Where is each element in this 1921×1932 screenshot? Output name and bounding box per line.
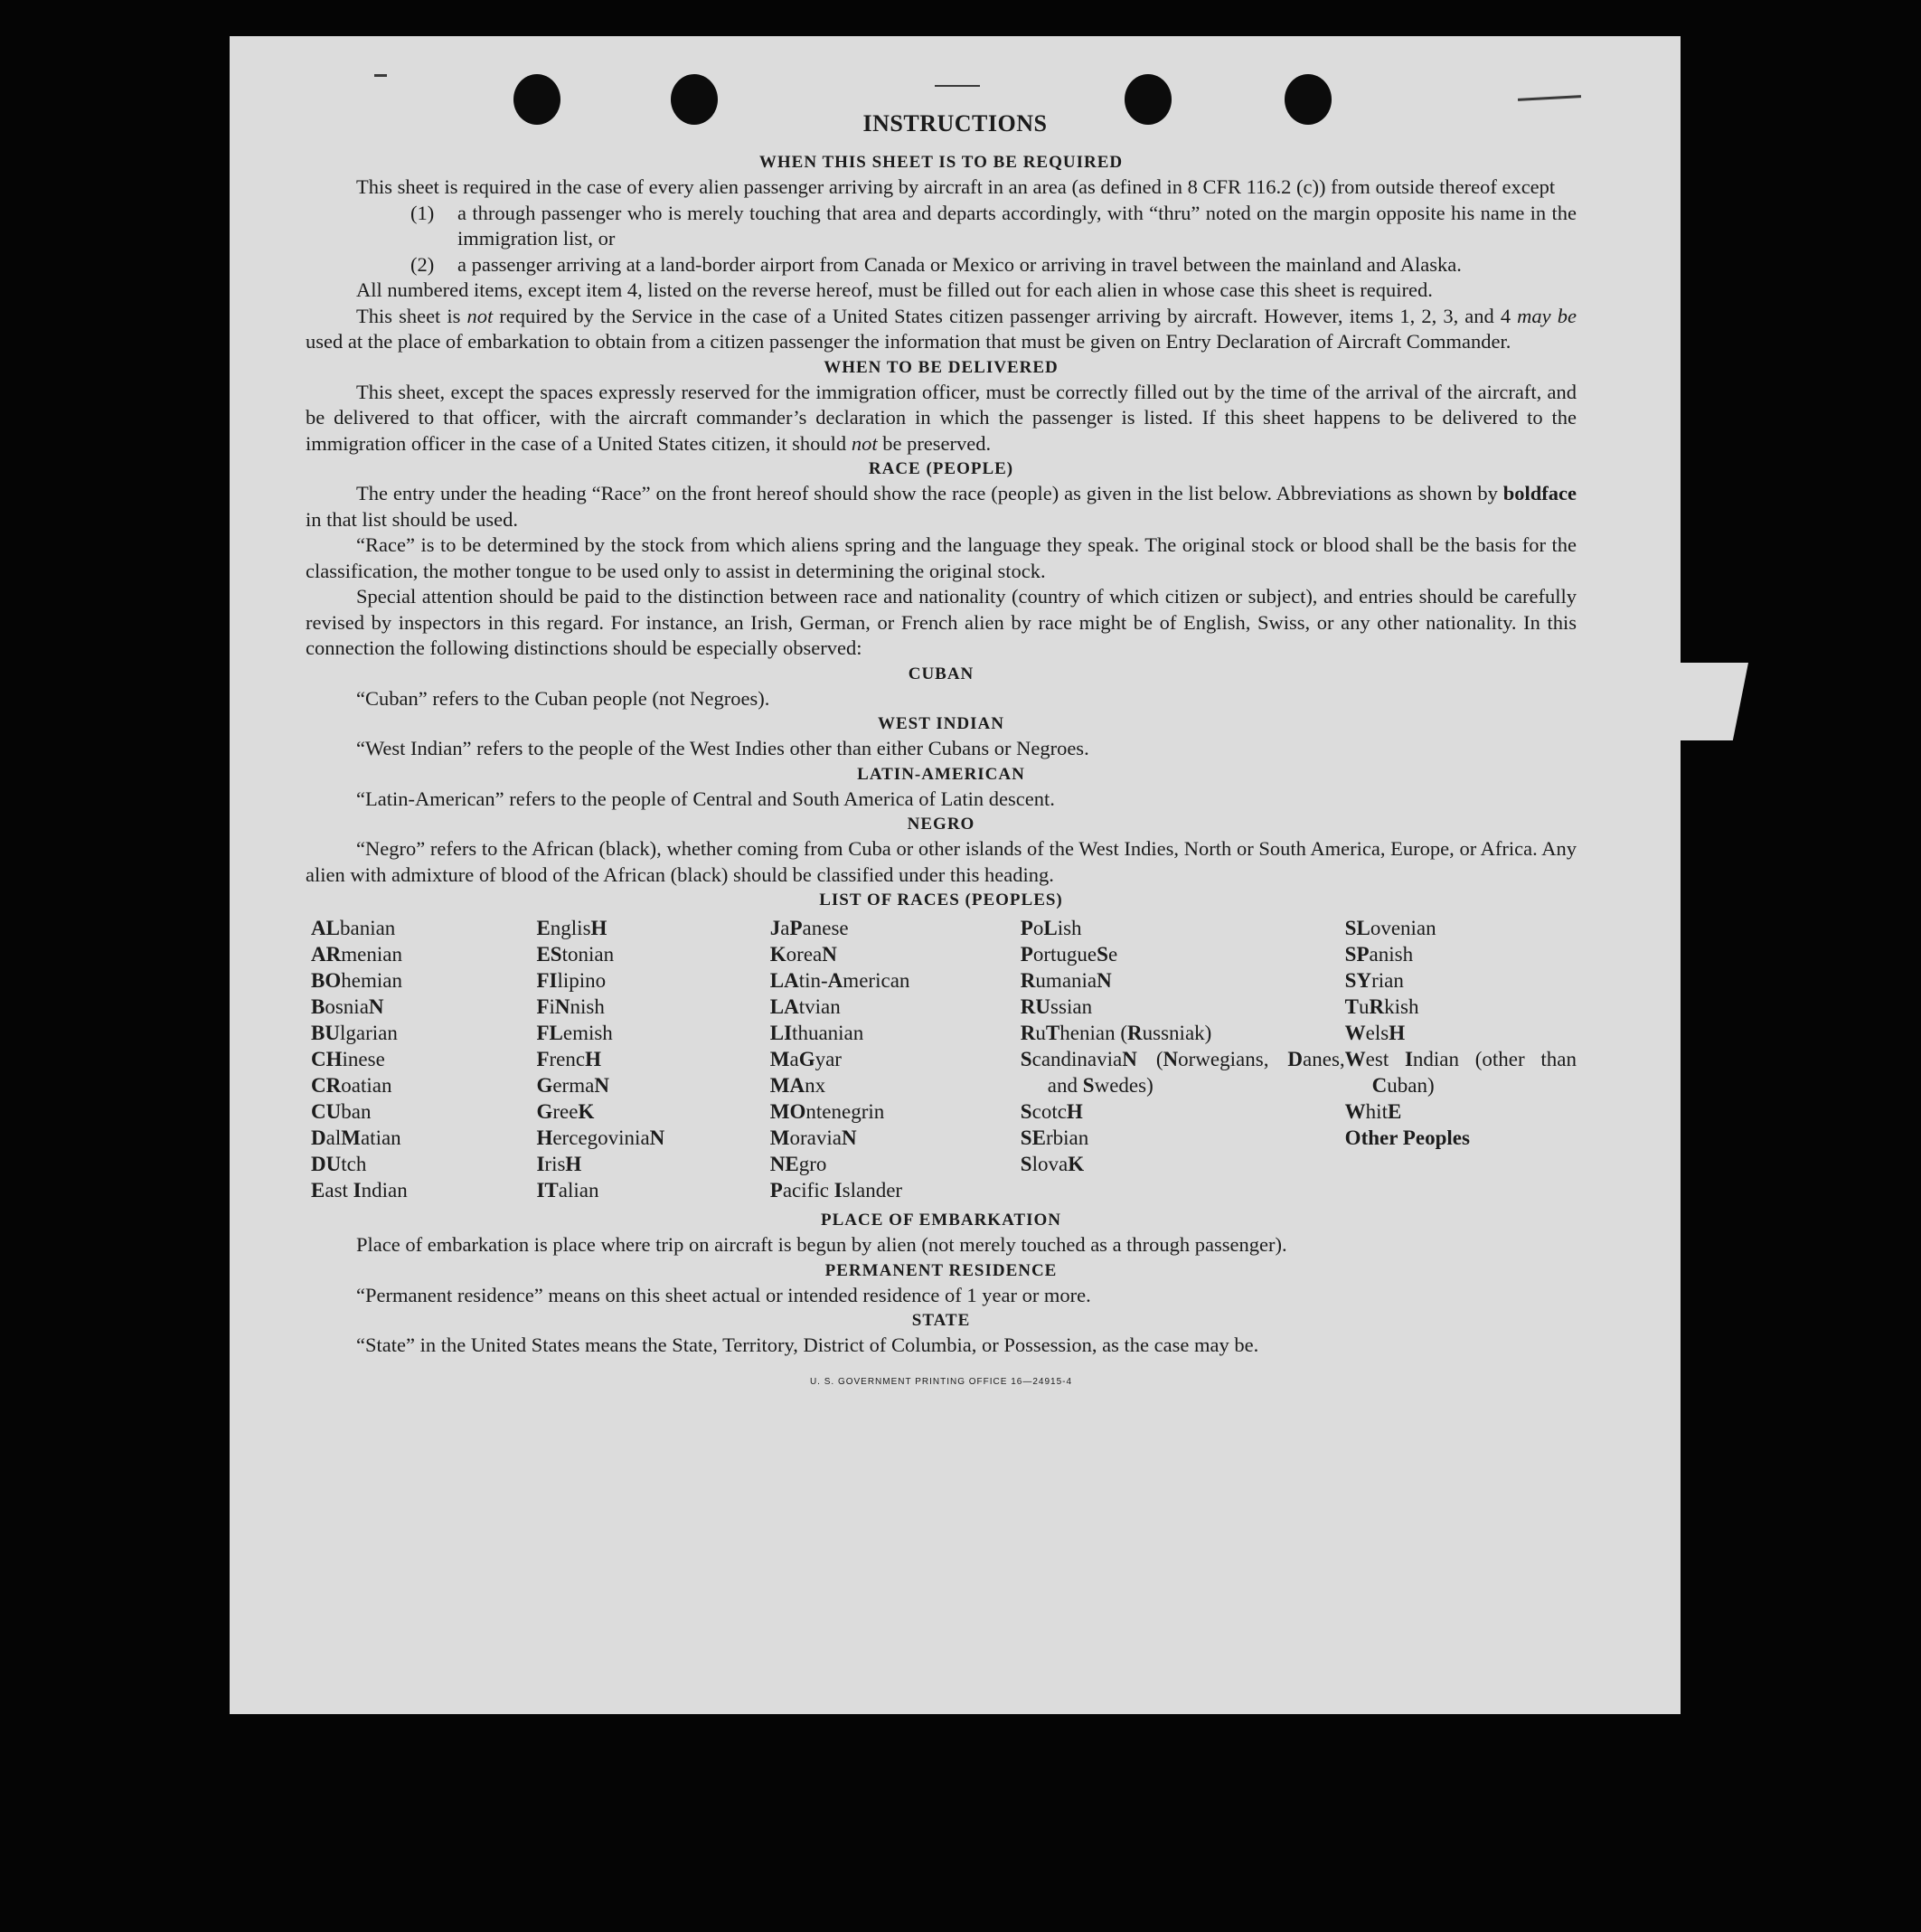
race-entry: LAtin-American — [769, 969, 910, 992]
paragraph — [306, 304, 1577, 355]
race-entry: East Indian — [311, 1179, 408, 1202]
race-entry: PoLish — [1020, 917, 1082, 939]
section-heading: CUBAN — [908, 664, 975, 683]
race-entry: CHinese — [311, 1048, 385, 1070]
race-entry: DalMatian — [311, 1126, 401, 1149]
race-entry: MAnx — [769, 1074, 826, 1097]
paragraph — [306, 380, 1577, 457]
race-entry: West Indian (other than Cuban) — [1344, 1048, 1577, 1097]
paragraph — [306, 481, 1577, 532]
race-entry: BOhemian — [311, 969, 402, 992]
race-entry: CRoatian — [311, 1074, 392, 1097]
section-heading: STATE — [911, 1311, 971, 1330]
race-entry: SLovenian — [1344, 917, 1436, 939]
italic-run: not — [466, 304, 494, 327]
race-entry: BosniaN — [311, 995, 384, 1018]
race-entry: Pacific Islander — [769, 1179, 903, 1202]
paragraph: “Latin-American” refers to the people of Central and South America of Latin descent. — [356, 787, 1055, 810]
pen-mark — [374, 74, 387, 77]
printer-imprint: U. S. GOVERNMENT PRINTING OFFICE 16—24915-4 — [809, 1376, 1073, 1387]
paragraph: This sheet is required in the case of every alien passenger arriving by aircraft in an area (as defined in 8 CFR 116.2 (c)) from outside thereof except — [356, 175, 1556, 198]
race-entry: FIlipino — [536, 969, 607, 992]
text-run: in that list should be used. — [306, 507, 518, 531]
race-entry: CUban — [311, 1100, 372, 1123]
paragraph: “West Indian” refers to the people of the West Indies other than either Cubans or Negroes. — [356, 737, 1089, 759]
race-entry: Other Peoples — [1344, 1126, 1470, 1149]
race-entry: NEgro — [769, 1153, 827, 1175]
race-entry: PortugueSe — [1020, 943, 1118, 966]
instructions-body — [306, 150, 1577, 1395]
paragraph: Place of embarkation is place where trip on aircraft is begun by alien (not merely touched as a through passenger). — [356, 1233, 1287, 1256]
race-entry: SYrian — [1344, 969, 1404, 992]
page-title: INSTRUCTIONS — [862, 110, 1048, 137]
race-entry: RumaniaN — [1020, 969, 1112, 992]
races-column — [536, 915, 769, 1203]
section-heading: PLACE OF EMBARKATION — [821, 1211, 1061, 1230]
races-list — [311, 915, 1577, 1203]
paper-tab — [1678, 663, 1748, 740]
paragraph: “Permanent residence” means on this sheet actual or intended residence of 1 year or more. — [356, 1283, 1091, 1306]
document-sheet — [230, 36, 1681, 1714]
paragraph: “Negro” refers to the African (black), whether coming from Cuba or other islands of the West Indies, North or South America, Europe, or Africa. Any alien with admixture of blood of the African (black) should be classified under this heading. — [306, 837, 1577, 886]
bold-run: boldface — [1502, 482, 1577, 504]
race-entry: SPanish — [1344, 943, 1414, 966]
race-entry: TuRkish — [1344, 995, 1419, 1018]
race-entry: WelsH — [1344, 1022, 1406, 1044]
race-entry: LAtvian — [769, 995, 841, 1018]
text-run: The entry under the heading “Race” on the front hereof should show the race (people) as given in the list below. Abbreviations as shown by — [356, 482, 1503, 504]
pen-mark — [935, 85, 980, 87]
text-run: This sheet is — [356, 304, 467, 327]
paragraph: “Race” is to be determined by the stock from which aliens spring and the language they speak. The original stock or blood shall be the basis for the classification, the mother tongue to be used only to assist in determining the original stock. — [306, 533, 1577, 582]
section-heading: RACE (PEOPLE) — [868, 459, 1014, 478]
item-text: a passenger arriving at a land-border airport from Canada or Mexico or arriving in travel between the mainland and Alaska. — [457, 252, 1462, 276]
italic-run: may be — [1517, 304, 1577, 327]
race-entry: ScotcH — [1020, 1100, 1083, 1123]
paragraph: All numbered items, except item 4, listed on the reverse hereof, must be filled out for each alien in whose case this sheet is required. — [356, 278, 1433, 301]
race-entry: ITalian — [536, 1179, 599, 1202]
race-entry: FiNnish — [536, 995, 605, 1018]
section-heading: NEGRO — [907, 815, 975, 834]
section-heading: LIST OF RACES (PEOPLES) — [819, 891, 1063, 909]
item-text: a through passenger who is merely touching that area and departs accordingly, with “thru” noted on the margin opposite his name in the immigration list, or — [457, 201, 1577, 250]
section-heading: PERMANENT RESIDENCE — [824, 1260, 1058, 1280]
race-entry: FrencH — [536, 1048, 601, 1070]
race-entry: JaPanese — [769, 917, 849, 939]
race-entry: ARmenian — [311, 943, 402, 966]
race-entry: DUtch — [311, 1153, 367, 1175]
text-run: This sheet, except the spaces expressly reserved for the immigration officer, must be correctly filled out by the time of the arrival of the aircraft, and be delivered to that officer, with the aircraft commander’s declaration in which the passenger is listed. If this sheet happens to be delivered to the immigration officer in the case of a United States citizen, it should — [306, 380, 1577, 455]
paragraph: Special attention should be paid to the distinction between race and nationality (country of which citizen or subject), and entries should be carefully revised by inspectors in this regard. For instance, an Irish, German, or French alien by race might be of English, Swiss, or any other nationality. In this connection the following distinctions should be especially observed: — [306, 585, 1577, 659]
pen-mark — [1518, 95, 1581, 101]
section-heading: WHEN TO BE DELIVERED — [824, 357, 1059, 377]
race-entry: ScandinaviaN (Norwegians, Danes, and Swedes) — [1020, 1048, 1345, 1097]
race-entry: RuThenian (Russniak) — [1020, 1022, 1212, 1044]
section-heading: LATIN-AMERICAN — [857, 764, 1025, 784]
race-entry: RUssian — [1020, 995, 1093, 1018]
race-entry: EnglisH — [536, 917, 607, 939]
race-entry: BUlgarian — [311, 1022, 398, 1044]
item-number: (2) — [410, 252, 435, 276]
race-entry: GreeK — [536, 1100, 595, 1123]
race-entry: FLemish — [536, 1022, 613, 1044]
race-entry: ALbanian — [311, 917, 396, 939]
race-entry: GermaN — [536, 1074, 609, 1097]
race-entry: EStonian — [536, 943, 615, 966]
paragraph: “State” in the United States means the State, Territory, District of Columbia, or Possession, as the case may be. — [356, 1334, 1259, 1356]
item-number: (1) — [410, 201, 435, 224]
race-entry: MaGyar — [769, 1048, 842, 1070]
list-item — [410, 252, 1577, 278]
text-run: required by the Service in the case of a United States citizen passenger arriving by aircraft. However, items 1, 2, 3, and 4 — [493, 304, 1518, 327]
races-column — [770, 915, 1021, 1203]
text-run: be preserved. — [877, 431, 992, 455]
italic-run: not — [851, 431, 878, 455]
paragraph: “Cuban” refers to the Cuban people (not Negroes). — [356, 686, 770, 710]
race-entry: HercegoviniaN — [536, 1126, 665, 1149]
race-entry: MoraviaN — [769, 1126, 857, 1149]
races-column — [1345, 915, 1577, 1203]
race-entry: KoreaN — [769, 943, 837, 966]
race-entry: MOntenegrin — [769, 1100, 885, 1123]
list-item — [410, 201, 1577, 252]
section-heading: WEST INDIAN — [878, 714, 1004, 733]
section-heading: WHEN THIS SHEET IS TO BE REQUIRED — [758, 153, 1124, 172]
races-column — [1021, 915, 1345, 1203]
race-entry: SErbian — [1020, 1126, 1089, 1149]
race-entry: LIthuanian — [769, 1022, 864, 1044]
race-entry: IrisH — [536, 1153, 582, 1175]
race-entry: WhitE — [1344, 1100, 1402, 1123]
races-column — [311, 915, 536, 1203]
text-run: used at the place of embarkation to obtain from a citizen passenger the information that must be given on Entry Declaration of Aircraft Commander. — [306, 330, 1511, 353]
race-entry: SlovaK — [1020, 1153, 1085, 1175]
